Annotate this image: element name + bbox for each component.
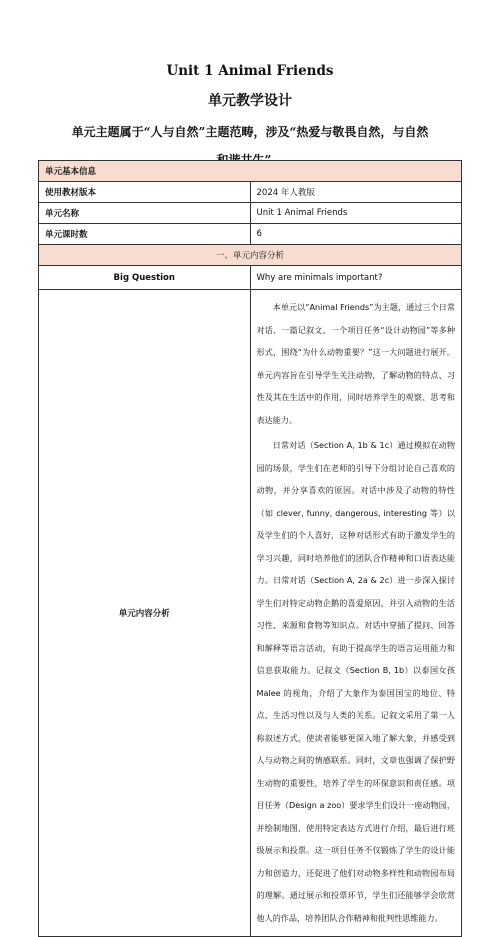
section-header: 一、单元内容分析 [39, 245, 462, 266]
content-analysis-text [250, 290, 462, 937]
table-row-textbook-version [39, 182, 462, 203]
document-subtitle: 单元教学设计 [208, 93, 292, 109]
table-row-lesson-count [39, 224, 462, 245]
basic-info-header: 单元基本信息 [39, 161, 462, 182]
row-label: 单元名称 [39, 203, 251, 224]
basic-info-header-row [39, 161, 462, 182]
content-analysis-row [39, 290, 462, 937]
theme-line-1: 单元主题属于“人与自然”主题范畴，涉及“热爱与敬畏自然，与自然 [71, 125, 429, 139]
unit-info-table [38, 160, 462, 937]
big-question-row [39, 266, 462, 290]
content-analysis-label: 单元内容分析 [39, 290, 251, 937]
big-question-value: Why are minimals important? [250, 266, 462, 290]
row-value: 6 [250, 224, 462, 245]
big-question-label: Big Question [39, 266, 251, 290]
document-title: Unit 1 Animal Friends [166, 63, 334, 79]
theme-line-2: 和谐共生”。 [216, 153, 284, 167]
row-value: 2024 年人教版 [250, 182, 462, 203]
analysis-paragraph: 日常对话（Section A, 1b & 1c）通过模拟在动物园的场景，学生们在老师的引导下分组讨论自己喜欢的动物，并分享喜欢的原因。对话中涉及了动物的特性（如 clever, funny, dangerous, interesting 等）以及学生们的个人喜好，这种对话形式有助于激发学生的学习兴趣，同时培养他们的团队合作精神和口语表达能力。日常对话（Section A, 2a & 2c）进一步深入探讨学生们对特定动物企鹅的喜爱原因，并引入动物的生活习性、来源和食物等知识点。对话中穿插了提问、回答和解释等语言活动，有助于提高学生的语言运用能力和信息获取能力。记叙文（Section B, 1b）以泰国女孩 Malee 的视角，介绍了大象作为泰国国宝的地位、特点、生活习性以及与人类的关系。记叙文采用了第一人称叙述方式，使读者能够更深入地了解大象，并感受到人与动物之间的情感联系。同时，文章也强调了保护野生动物的重要性，培养了学生的环保意识和责任感。项目任务（Design a zoo）要求学生们设计一座动物园，并绘制地图、使用特定表达方式进行介绍，最后进行班级展示和投票。这一项目任务不仅锻炼了学生的设计能力和创造力，还促进了他们对动物多样性和动物园布局的理解。通过展示和投票环节，学生们还能够学会欣赏他人的作品，培养团队合作精神和批判性思维能力。 [256, 440, 455, 923]
table-row-unit-name [39, 203, 462, 224]
row-value: Unit 1 Animal Friends [250, 203, 462, 224]
row-label: 单元课时数 [39, 224, 251, 245]
analysis-paragraph: 本单元以“Animal Friends”为主题，通过三个日常对话、一篇记叙文、一个项目任务“设计动物园”等多种形式，围绕“为什么动物重要？”这一大问题进行展开。单元内容旨在引导学生关注动物，了解动物的特点、习性及其在生活中的作用，同时培养学生的观察、思考和表达能力。 [256, 302, 455, 425]
row-label: 使用教材版本 [39, 182, 251, 203]
section-header-row [39, 245, 462, 266]
